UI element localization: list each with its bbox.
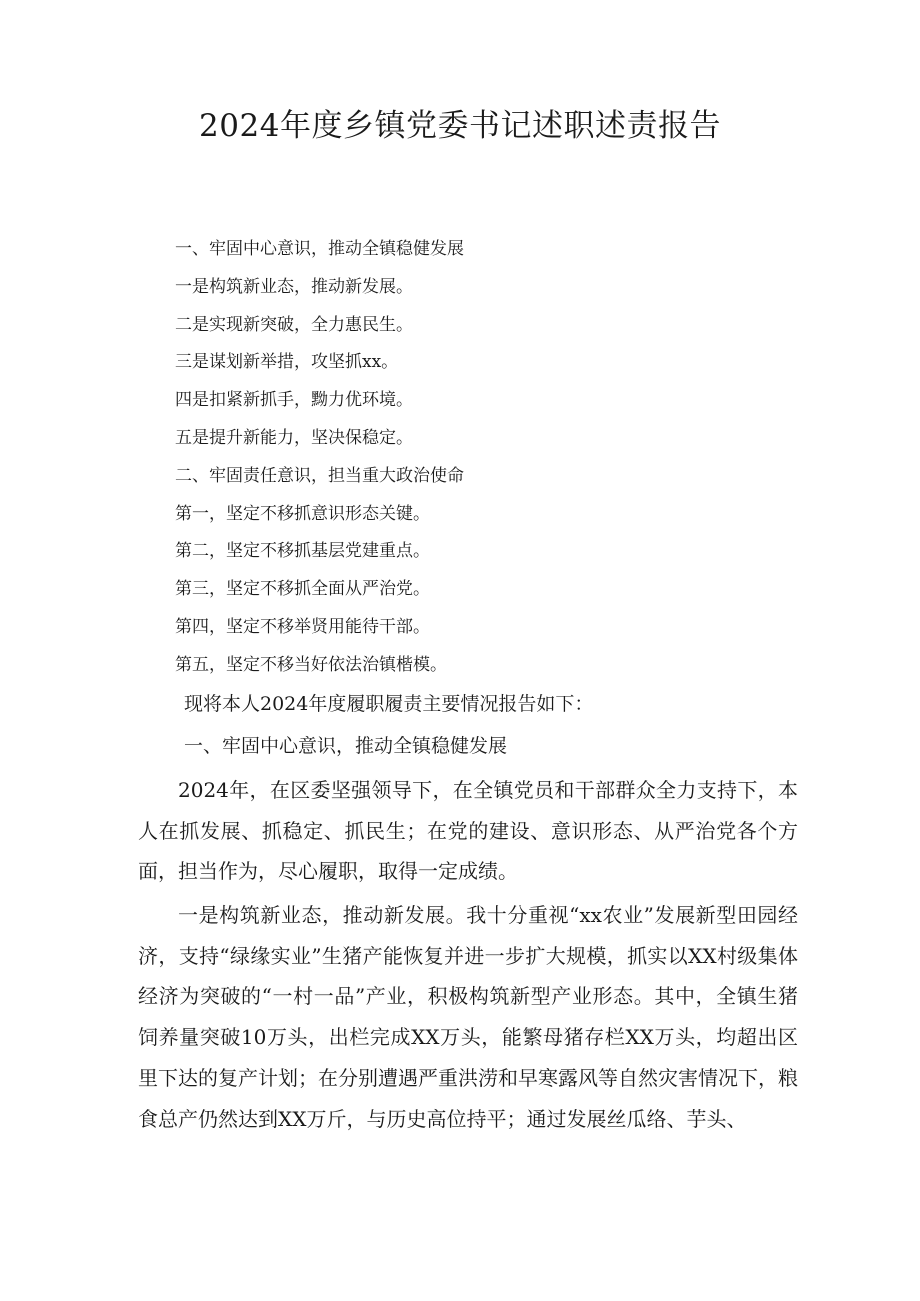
outline-item: 一是构筑新业态，推动新发展。 xyxy=(175,276,413,297)
outline-item: 第三，坚定不移抓全面从严治党。 xyxy=(175,579,430,600)
intro-text: 现将本人2024年度履职履责主要情况报告如下： xyxy=(184,693,594,715)
outline-item: 三是谋划新举措，攻坚抓xx。 xyxy=(175,352,399,373)
outline-item: 第四，坚定不移举贤用能待干部。 xyxy=(175,616,430,637)
outline-item: 四是扣紧新抓手，黝力优环境。 xyxy=(175,390,413,411)
outline-item: 五是提升新能力，坚决保稳定。 xyxy=(175,427,413,448)
outline-item: 二、牢固责任意识，担当重大政治使命 xyxy=(175,465,464,486)
outline-item: 一、牢固中心意识，推动全镇稳健发展 xyxy=(175,239,464,259)
outline-item: 第二，坚定不移抓基层党建重点。 xyxy=(175,541,430,562)
outline-item: 第一，坚定不移抓意识形态关键。 xyxy=(175,503,430,524)
outline-list xyxy=(175,234,815,688)
outline-item: 第五，坚定不移当好依法治镇楷模。 xyxy=(175,654,447,675)
section-heading: 一、牢固中心意识，推动全镇稳健发展 xyxy=(184,735,508,757)
body-paragraph: 一是构筑新业态，推动新发展。我十分重视“xx农业”发展新型田园经济，支持“绿缘实业”生猪产能恢复并进一步扩大规模，抓实以XX村级集体经济为突破的“一村一品”产业，积极构筑新型产业形态。其中，全镇生猪饲养量突破10万头，出栏完成XX万头，能繁母猪存栏XX万头，均超出区里下达的复产计划；在分别遭遇严重洪涝和早寒露风等自然灾害情况下，粮食总产仍然达到XX万斤，与历史高位持平；通过发展丝瓜络、芋头、 xyxy=(138,903,798,1131)
outline-item: 二是实现新突破，全力惠民生。 xyxy=(175,314,413,335)
body-paragraph: 2024年，在区委坚强领导下，在全镇党员和干部群众全力支持下，本人在抓发展、抓稳定、抓民生；在党的建设、意识形态、从严治党各个方面，担当作为，尽心履职，取得一定成绩。 xyxy=(138,778,798,884)
document-title: 2024年度乡镇党委书记述职述责报告 xyxy=(199,108,721,144)
